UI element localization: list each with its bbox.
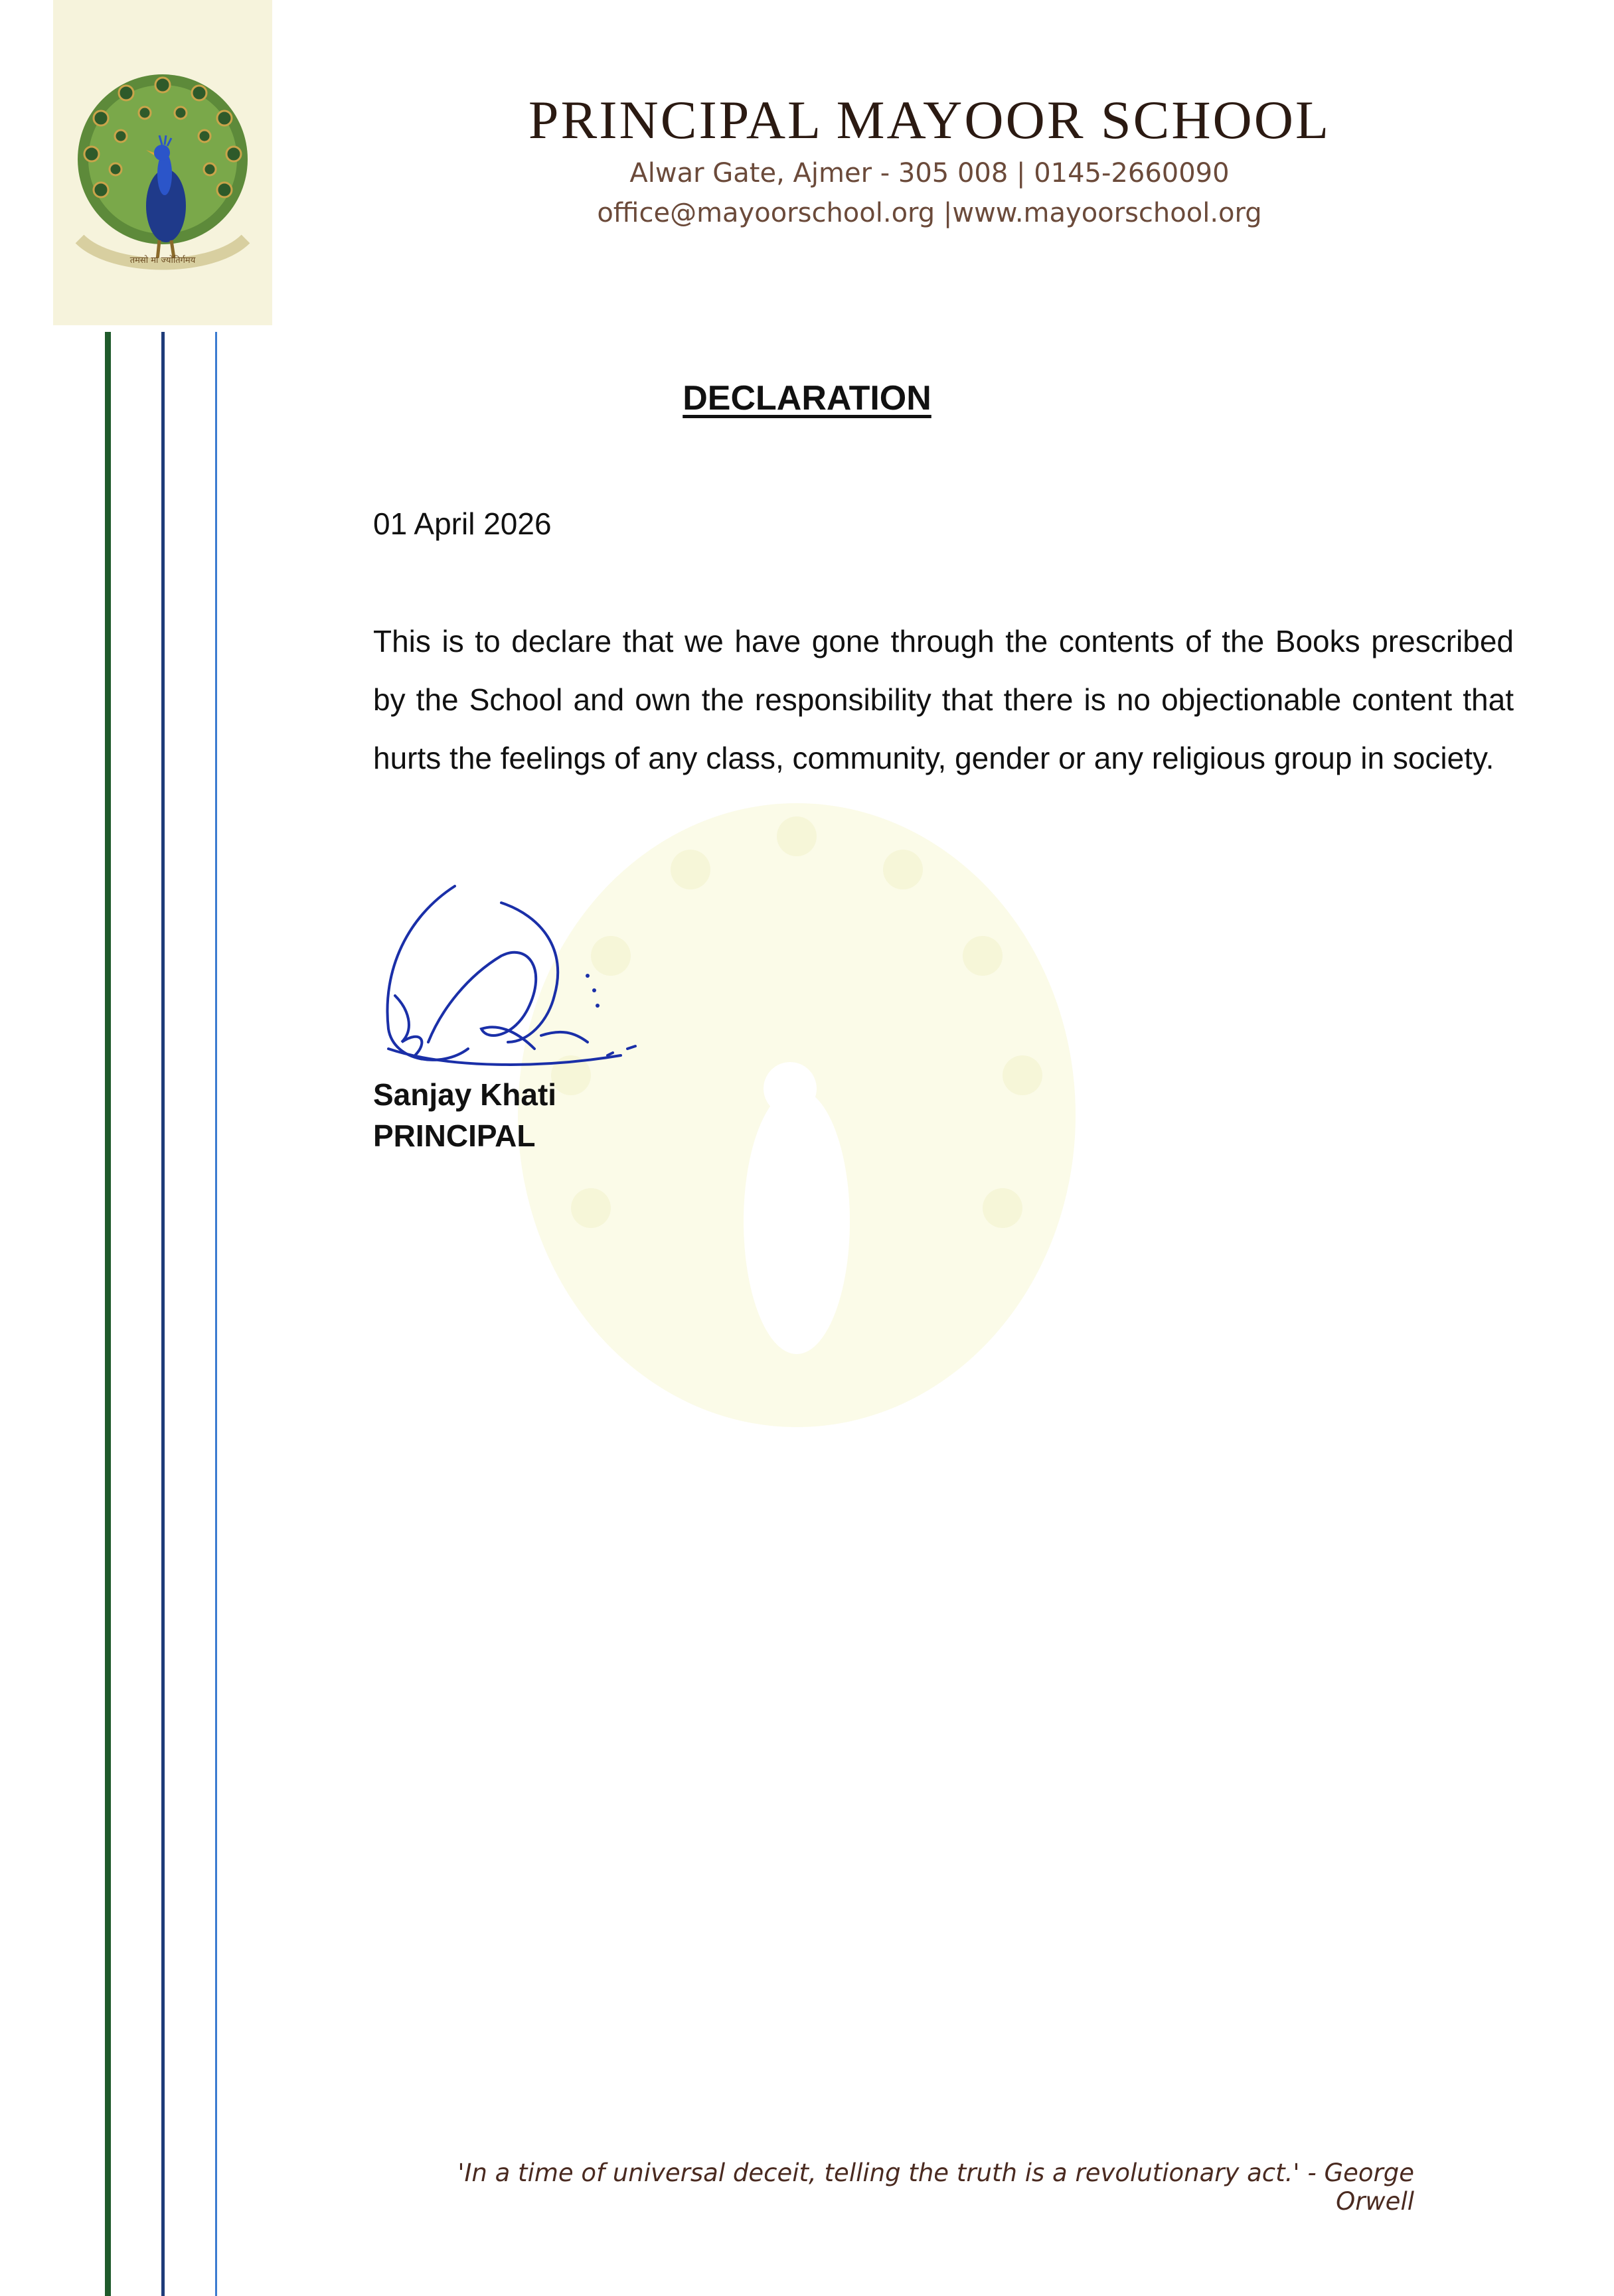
school-contact-web: office@mayoorschool.org |www.mayoorschool.org xyxy=(597,198,1262,228)
logo-motto: तमसो मा ज्योतिर्गमय xyxy=(129,256,196,266)
border-stripe-navy xyxy=(161,332,165,2296)
border-stripe-green xyxy=(105,332,111,2296)
declaration-body: This is to declare that we have gone through the contents of the Books prescribed by the School and own the responsibility that there is no objectionable content that hurts the feelings of any class, community, gender or any religious group in society. xyxy=(373,624,1514,775)
footer-quote: 'In a time of universal deceit, telling the truth is a revolutionary act.' - George Orwell xyxy=(457,2159,1414,2216)
document-date: 01 April 2026 xyxy=(373,506,552,541)
school-address: Alwar Gate, Ajmer - 305 008 | 0145-2660090 xyxy=(629,158,1230,189)
logo-panel xyxy=(53,0,272,325)
signatory-name: Sanjay Khati xyxy=(373,1077,557,1112)
signatory-title: PRINCIPAL xyxy=(373,1118,536,1153)
border-stripe-blue xyxy=(215,332,217,2296)
peacock-emblem-icon xyxy=(53,0,272,325)
school-name: PRINCIPAL MAYOOR SCHOOL xyxy=(528,90,1331,150)
letterhead xyxy=(412,90,1447,231)
signature-image xyxy=(368,876,647,1082)
document-title xyxy=(0,378,1614,418)
peacock-watermark-icon xyxy=(478,743,1115,1527)
document-title-text: DECLARATION xyxy=(683,379,931,418)
